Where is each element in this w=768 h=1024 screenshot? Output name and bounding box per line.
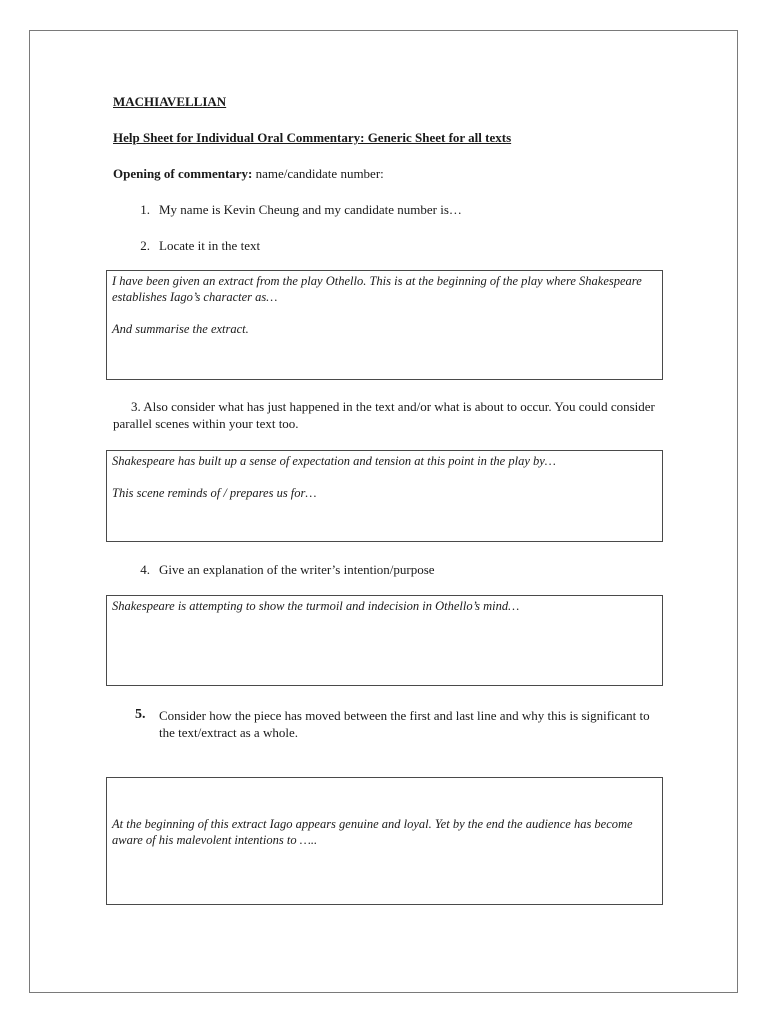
answer-box-2 xyxy=(106,450,663,542)
list-item-4 xyxy=(128,562,435,578)
list-item-number: 1. xyxy=(140,202,150,217)
list-item-number: 2. xyxy=(140,238,150,253)
list-item-number: 4. xyxy=(140,562,150,577)
answer-box-2-line-1: Shakespeare has built up a sense of expectation and tension at this point in the play by… xyxy=(112,454,556,468)
list-item-5 xyxy=(135,707,655,741)
answer-box-3-line-1: Shakespeare is attempting to show the turmoil and indecision in Othello’s mind… xyxy=(112,599,520,613)
opening-label: Opening of commentary: xyxy=(113,166,253,181)
list-item-text: Give an explanation of the writer’s intention/purpose xyxy=(159,562,435,577)
opening-text: name/candidate number: xyxy=(252,166,384,181)
document-subheading: Help Sheet for Individual Oral Commentary: Generic Sheet for all texts xyxy=(113,130,512,145)
item-3-paragraph: 3. Also consider what has just happened in the text and/or what is about to occur. You could consider parallel scenes within your text too. xyxy=(113,399,655,431)
list-item-text: My name is Kevin Cheung and my candidate number is… xyxy=(159,202,462,217)
list-item-2 xyxy=(128,238,260,254)
answer-box-3 xyxy=(106,595,663,686)
answer-box-4 xyxy=(106,777,663,905)
list-item-1 xyxy=(128,202,462,218)
list-item-text: Consider how the piece has moved between the first and last line and why this is significant to the text/extract as a whole. xyxy=(159,708,650,740)
answer-box-2-line-2: This scene reminds of / prepares us for… xyxy=(112,486,317,500)
list-item-text: Locate it in the text xyxy=(159,238,261,253)
document-heading: MACHIAVELLIAN xyxy=(113,94,227,109)
list-item-number: 5. xyxy=(135,707,146,722)
answer-box-1 xyxy=(106,270,663,380)
opening-line xyxy=(113,166,384,182)
answer-box-1-line-1: I have been given an extract from the play Othello. This is at the beginning of the play where Shakespeare establishes Iago’s character as… xyxy=(112,274,642,304)
answer-box-4-line-1: At the beginning of this extract Iago appears genuine and loyal. Yet by the end the audience has become aware of his malevolent intentions to ….. xyxy=(112,817,633,847)
answer-box-1-line-2: And summarise the extract. xyxy=(112,322,249,336)
